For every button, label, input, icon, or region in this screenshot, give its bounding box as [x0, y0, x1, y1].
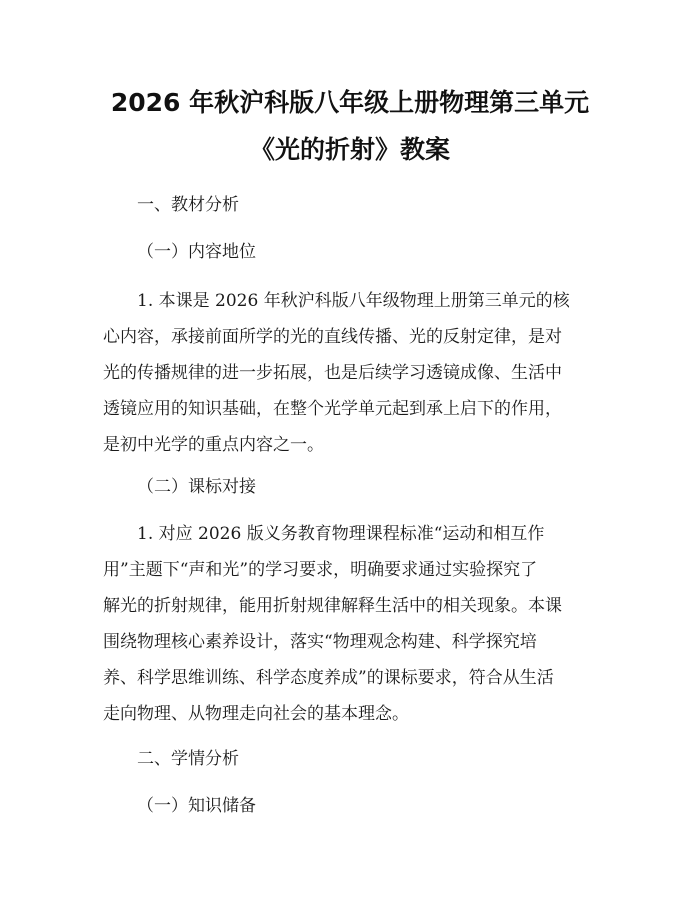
document-title-line-2: 《光的折射》教案 [249, 135, 450, 164]
paragraph-line: 用”主题下“声和光”的学习要求，明确要求通过实验探究了 [103, 560, 538, 580]
section-heading-teaching-material-analysis: 一、教材分析 [137, 195, 239, 215]
section-heading-learner-analysis: 二、学情分析 [137, 749, 239, 769]
paragraph-line: 1. 对应 2026 版义务教育物理课程标准“运动和相互作 [137, 524, 545, 544]
subsection-heading-content-status: （一）内容地位 [137, 242, 256, 262]
paragraph-line: 养、科学思维训练、科学态度养成”的课标要求，符合从生活 [103, 668, 554, 688]
subsection-heading-knowledge-reserve: （一）知识储备 [137, 796, 256, 816]
paragraph-line: 心内容，承接前面所学的光的直线传播、光的反射定律，是对 [103, 327, 562, 347]
paragraph-content-status [103, 283, 598, 463]
paragraph-line: 走向物理、从物理走向社会的基本理念。 [103, 704, 409, 724]
paragraph-line: 光的传播规律的进一步拓展，也是后续学习透镜成像、生活中 [103, 363, 562, 383]
paragraph-line: 1. 本课是 2026 年秋沪科版八年级物理上册第三单元的核 [137, 291, 570, 311]
paragraph-line: 围绕物理核心素养设计，落实“物理观念构建、科学探究培 [103, 632, 537, 652]
paragraph-line: 透镜应用的知识基础，在整个光学单元起到承上启下的作用， [103, 399, 562, 419]
paragraph-curriculum-alignment [103, 516, 598, 732]
document-title-line-1: 2026 年秋沪科版八年级上册物理第三单元 [110, 88, 590, 117]
subsection-heading-curriculum-alignment: （二）课标对接 [137, 477, 256, 497]
paragraph-line: 是初中光学的重点内容之一。 [103, 435, 324, 455]
paragraph-line: 解光的折射规律，能用折射规律解释生活中的相关现象。本课 [103, 596, 562, 616]
